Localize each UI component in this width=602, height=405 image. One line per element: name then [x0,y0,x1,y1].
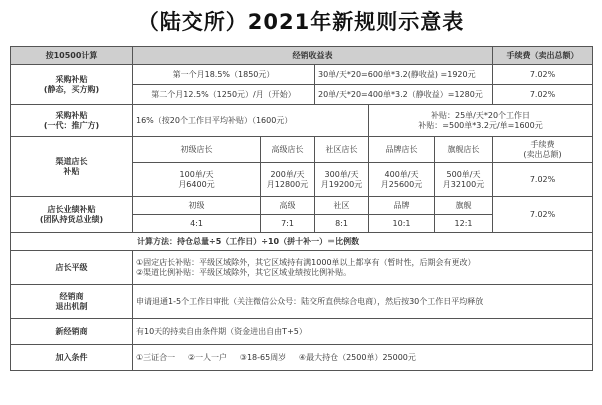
level-rules: ①固定店长补贴：平级区域除外，其它区域持有满1000单以上都享有（暂时性，后期会有更改） ②渠道比例补贴：平级区域除外，其它区域业绩按比例补贴。 [133,251,593,285]
store-amount-3: 300单/天 月19200元 [315,163,369,197]
purchase-month2-desc: 第二个月12.5%（1250元）/月（开始） [133,85,315,105]
join-conditions [133,345,593,371]
store-level-4: 品牌店长 [369,137,435,163]
team-ratio-3: 8:1 [315,215,369,233]
team-ratio-2: 7:1 [261,215,315,233]
purchase-month1-desc: 第一个月18.5%（1850元） [133,65,315,85]
purchase-subsidy-label: 采购补贴 (静态，买方购) [11,65,133,105]
header-fee: 手续费（卖出总额） [493,47,593,65]
procurement-subsidy-label: 采购补贴 (一代：推广方) [11,105,133,137]
level-row [11,251,593,285]
procurement-desc: 16%（按20个工作日平均补贴）（1600元） [133,105,369,137]
purchase-month1-fee: 7.02% [493,65,593,85]
purchase-row-1 [11,65,593,85]
team-levels-row [11,197,593,215]
header-calc: 按10500计算 [11,47,133,65]
team-ratio-5: 12:1 [435,215,493,233]
team-level-1: 初级 [133,197,261,215]
store-amount-1: 100单/天 月6400元 [133,163,261,197]
exit-text: 申请退通1-5个工作日审批（关注微信公众号：陆交所直供综合电商），然后按30个工作日平均释放 [133,285,593,319]
team-level-3: 社区 [315,197,369,215]
store-level-1: 初级店长 [133,137,261,163]
team-fee: 7.02% [493,197,593,233]
store-level-2: 高级店长 [261,137,315,163]
store-levels-row [11,137,593,163]
procurement-calc: 补贴：25单/天*20个工作日 补贴：=500单*3.2元/单=1600元 [369,105,593,137]
join-item-4: ④最大持仓（2500单）25000元 [298,352,416,362]
purchase-month2-calc: 20单/天*20=400单*3.2（静收益）=1280元 [315,85,493,105]
join-item-1: ①三证合一 [136,352,176,362]
team-subsidy-label: 店长业绩补贴 (团队持货总业绩) [11,197,133,233]
store-level-5: 旗舰店长 [435,137,493,163]
team-ratio-1: 4:1 [133,215,261,233]
page-title: （陆交所）2021年新规则示意表 [137,10,465,34]
store-manager-label: 渠道店长 补贴 [11,137,133,197]
store-fee: 7.02% [493,163,593,197]
purchase-month1-calc: 30单/天*20=600单*3.2(静收益) =1920元 [315,65,493,85]
team-level-2: 高级 [261,197,315,215]
join-item-2: ②一人一户 [187,352,228,362]
store-amount-4: 400单/天 月25600元 [369,163,435,197]
team-ratio-4: 10:1 [369,215,435,233]
purchase-month2-fee: 7.02% [493,85,593,105]
rules-table [10,46,593,371]
formula-text: 计算方法：持仓总量÷5（工作日）÷10（拼十补一）＝比例数 [11,233,593,251]
header-income: 经销收益表 [133,47,493,65]
new-dealer-row [11,319,593,345]
store-amount-5: 500单/天 月32100元 [435,163,493,197]
header-row [11,47,593,65]
level-label: 店长平级 [11,251,133,285]
team-level-5: 旗舰 [435,197,493,215]
store-level-3: 社区店长 [315,137,369,163]
join-label: 加入条件 [11,345,133,371]
new-dealer-text: 有10天的持卖自由条件期（资金进出自由T+5） [133,319,593,345]
exit-label: 经销商 退出机制 [11,285,133,319]
store-fee-header: 手续费 (卖出总额) [493,137,593,163]
formula-row [11,233,593,251]
join-item-3: ③18-65周岁 [239,352,287,362]
team-level-4: 品牌 [369,197,435,215]
join-row [11,345,593,371]
new-dealer-label: 新经销商 [11,319,133,345]
store-amount-2: 200单/天 月12800元 [261,163,315,197]
exit-row [11,285,593,319]
procurement-row [11,105,593,137]
